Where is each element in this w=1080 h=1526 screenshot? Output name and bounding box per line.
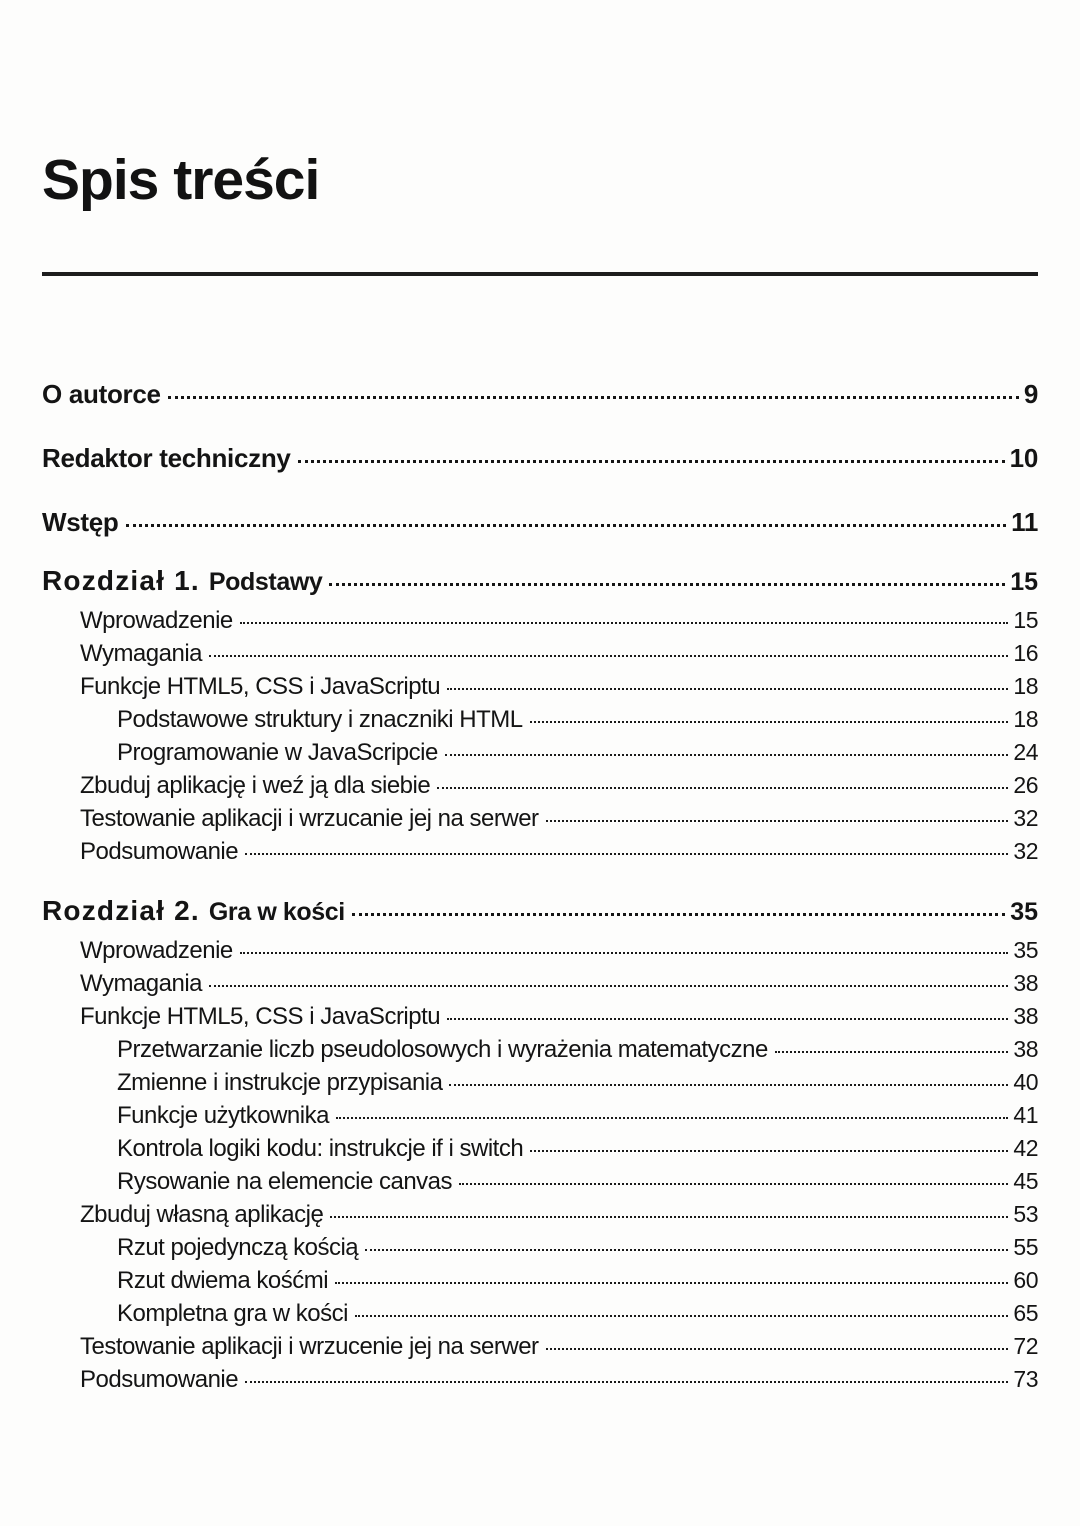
toc-row <box>42 508 1038 536</box>
toc-entry-page: 42 <box>1013 1134 1038 1161</box>
toc-row <box>42 1330 1038 1363</box>
toc-row <box>42 934 1038 967</box>
toc-entry-page: 38 <box>1013 969 1038 996</box>
toc-row <box>42 1066 1038 1099</box>
toc-row <box>42 604 1038 637</box>
toc-row <box>42 1264 1038 1297</box>
toc-row <box>42 1297 1038 1330</box>
toc-row <box>42 1000 1038 1033</box>
toc-row <box>42 444 1038 472</box>
toc-entry-page: 18 <box>1013 705 1038 732</box>
toc-entry-page: 72 <box>1013 1332 1038 1359</box>
dot-leader <box>447 688 1008 690</box>
toc-entry-page: 15 <box>1013 606 1038 633</box>
toc-entry-page: 41 <box>1013 1101 1038 1128</box>
toc-entry-label: Programowanie w JavaScripcie <box>117 738 438 766</box>
toc-row <box>42 670 1038 703</box>
dot-leader <box>240 622 1009 624</box>
toc-entry-page: 9 <box>1023 378 1038 409</box>
toc-row <box>42 802 1038 835</box>
toc-entry-label: Przetwarzanie liczb pseudolosowych i wyrażenia matematyczne <box>117 1035 768 1063</box>
toc-entry-label: Funkcje HTML5, CSS i JavaScriptu <box>80 1002 441 1030</box>
toc-entry-page: 18 <box>1013 672 1038 699</box>
toc-entry-label: O autorce <box>42 378 161 409</box>
toc-entry-page: 24 <box>1013 738 1038 765</box>
dot-leader <box>245 853 1008 855</box>
toc-entry-page: 15 <box>1010 567 1038 596</box>
toc-entry-label: Kontrola logiki kodu: instrukcje if i switch <box>117 1134 524 1162</box>
toc-row <box>42 703 1038 736</box>
toc-entry-label: Wprowadzenie <box>80 606 233 634</box>
toc-entry-label: Wymagania <box>80 639 203 667</box>
toc-entry-page: 38 <box>1013 1035 1038 1062</box>
dot-leader <box>329 583 1005 586</box>
toc-entry-page: 40 <box>1013 1068 1038 1095</box>
toc-entry-label: Wprowadzenie <box>80 936 233 964</box>
dot-leader <box>330 1216 1008 1218</box>
dot-leader <box>336 1117 1008 1119</box>
toc-row <box>42 769 1038 802</box>
toc-entry-page: 32 <box>1013 804 1038 831</box>
toc-entry-label: Funkcje HTML5, CSS i JavaScriptu <box>80 672 441 700</box>
dot-leader <box>445 754 1009 756</box>
toc-entry-label: Podstawy <box>208 567 323 596</box>
title-rule <box>42 272 1038 276</box>
toc-entry-page: 16 <box>1013 639 1038 666</box>
dot-leader <box>365 1249 1008 1251</box>
dot-leader <box>209 985 1008 987</box>
page-title: Spis treści <box>42 148 320 212</box>
toc-row <box>42 736 1038 769</box>
toc-entry-label: Rysowanie na elemencie canvas <box>117 1167 453 1195</box>
toc-entry-page: 73 <box>1013 1365 1038 1392</box>
dot-leader <box>240 952 1009 954</box>
dot-leader <box>245 1381 1008 1383</box>
toc-row <box>42 1165 1038 1198</box>
toc-entry-label: Rzut pojedynczą kością <box>117 1233 359 1261</box>
chapter-prefix: Rozdział 2. <box>42 894 200 926</box>
toc-row <box>42 1198 1038 1231</box>
toc-entry-page: 55 <box>1013 1233 1038 1260</box>
toc-entry-label: Kompletna gra w kości <box>117 1299 348 1327</box>
toc-row <box>42 967 1038 1000</box>
toc-entry-page: 10 <box>1009 442 1038 473</box>
toc-row <box>42 380 1038 408</box>
dot-leader <box>546 1348 1009 1350</box>
toc-entry-label: Podstawowe struktury i znaczniki HTML <box>117 705 523 733</box>
toc-entry-page: 26 <box>1013 771 1038 798</box>
toc-entry-page: 65 <box>1013 1299 1038 1326</box>
dot-leader <box>447 1018 1008 1020</box>
toc-entry-page: 38 <box>1013 1002 1038 1029</box>
toc-entry-label: Testowanie aplikacji i wrzucenie jej na serwer <box>80 1332 539 1360</box>
toc-list <box>42 380 1038 1396</box>
dot-leader <box>126 524 1007 527</box>
toc-entry-label: Zmienne i instrukcje przypisania <box>117 1068 443 1096</box>
dot-leader <box>449 1084 1008 1086</box>
toc-entry-label: Zbuduj własną aplikację <box>80 1200 324 1228</box>
toc-entry-page: 45 <box>1013 1167 1038 1194</box>
toc-entry-label: Redaktor techniczny <box>42 442 291 473</box>
toc-entry-label: Gra w kości <box>208 897 345 926</box>
dot-leader <box>437 787 1008 789</box>
toc-row <box>42 1363 1038 1396</box>
dot-leader <box>775 1051 1009 1053</box>
toc-row <box>42 835 1038 868</box>
toc-entry-label: Wymagania <box>80 969 203 997</box>
toc-entry-label: Wstęp <box>42 506 119 537</box>
chapter-prefix: Rozdział 1. <box>42 564 200 596</box>
dot-leader <box>530 721 1009 723</box>
toc-entry-page: 35 <box>1010 897 1038 926</box>
toc-entry-page: 60 <box>1013 1266 1038 1293</box>
dot-leader <box>209 655 1008 657</box>
toc-entry-page: 53 <box>1013 1200 1038 1227</box>
dot-leader <box>352 913 1005 916</box>
toc-entry-label: Zbuduj aplikację i weź ją dla siebie <box>80 771 431 799</box>
toc-entry-label: Podsumowanie <box>80 837 239 865</box>
toc-row <box>42 896 1038 927</box>
toc-row <box>42 1231 1038 1264</box>
dot-leader <box>168 396 1019 399</box>
dot-leader <box>298 460 1005 463</box>
dot-leader <box>530 1150 1008 1152</box>
toc-entry-label: Podsumowanie <box>80 1365 239 1393</box>
toc-row <box>42 566 1038 597</box>
dot-leader <box>459 1183 1008 1185</box>
toc-entry-label: Rzut dwiema kośćmi <box>117 1266 329 1294</box>
dot-leader <box>355 1315 1008 1317</box>
toc-entry-page: 32 <box>1013 837 1038 864</box>
toc-entry-label: Funkcje użytkownika <box>117 1101 329 1129</box>
toc-row <box>42 1132 1038 1165</box>
toc-entry-page: 35 <box>1013 936 1038 963</box>
dot-leader <box>546 820 1009 822</box>
toc-row <box>42 637 1038 670</box>
toc-row <box>42 1099 1038 1132</box>
toc-entry-label: Testowanie aplikacji i wrzucanie jej na serwer <box>80 804 539 832</box>
toc-entry-page: 11 <box>1011 506 1038 537</box>
toc-row <box>42 1033 1038 1066</box>
dot-leader <box>335 1282 1008 1284</box>
